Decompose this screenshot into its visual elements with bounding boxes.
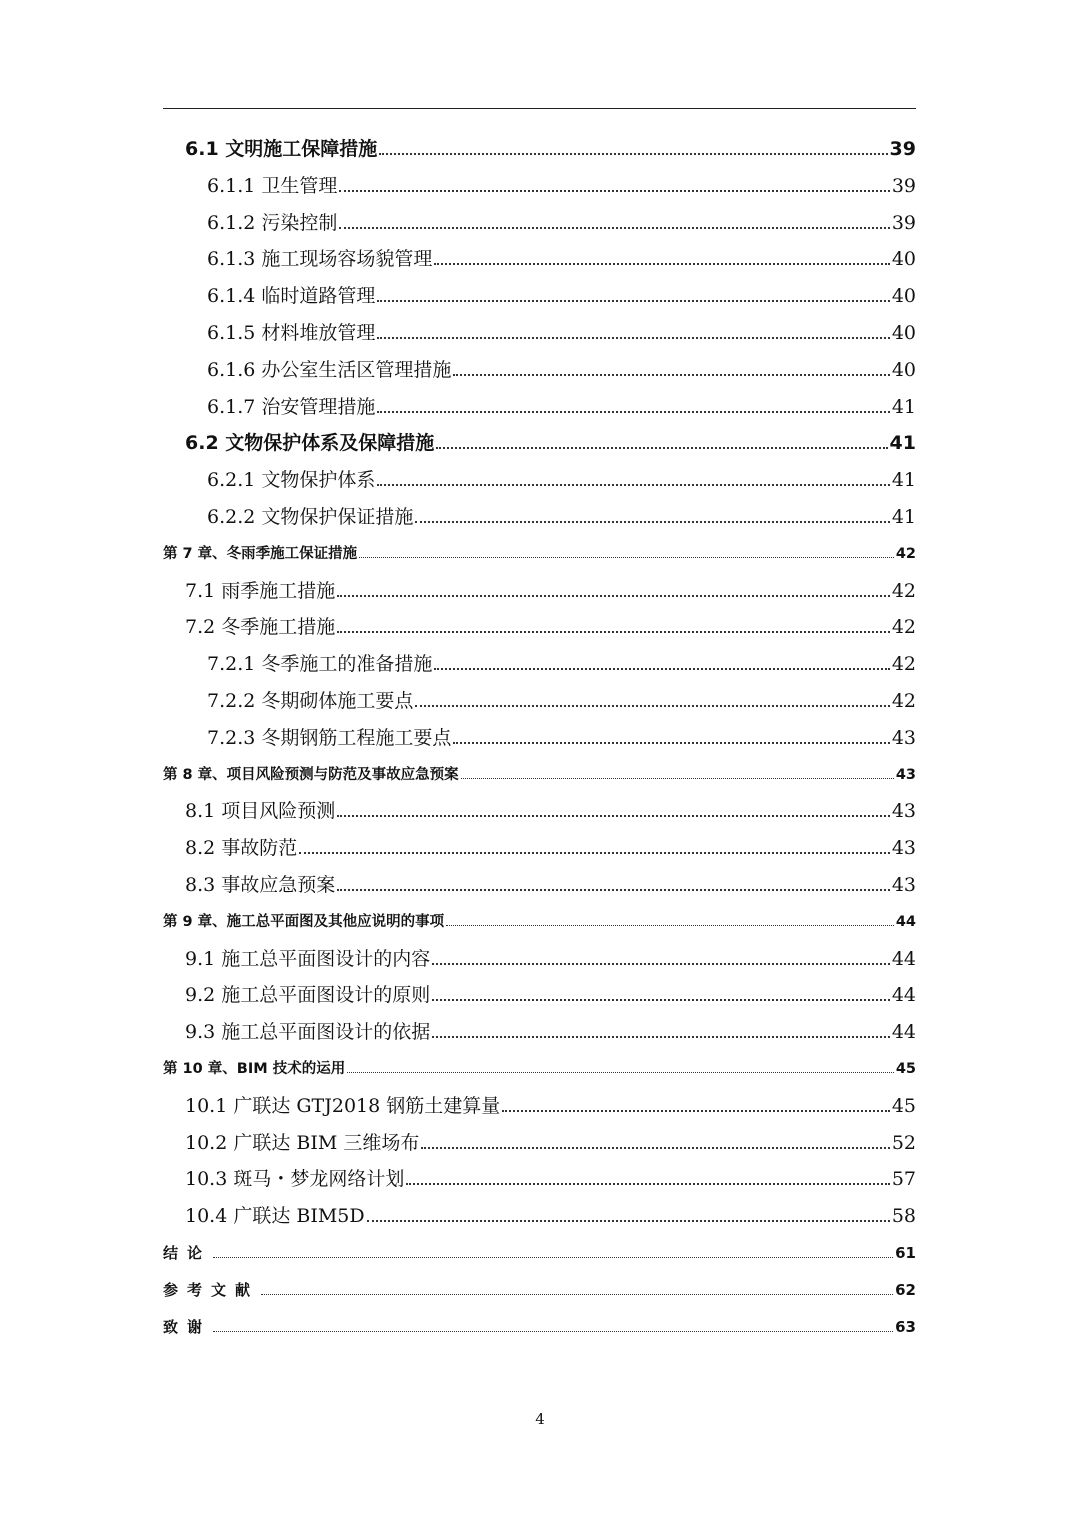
toc-entry[interactable] xyxy=(163,941,916,978)
dot-leader xyxy=(377,318,889,339)
toc-entry-page: 61 xyxy=(895,1243,916,1262)
toc-backmatter-entry[interactable] xyxy=(163,1309,916,1346)
toc-entry-page: 41 xyxy=(891,505,916,528)
toc-entry[interactable] xyxy=(163,1014,916,1051)
table-of-contents xyxy=(163,131,916,1345)
dot-leader xyxy=(359,542,894,558)
toc-entry[interactable] xyxy=(163,646,916,683)
toc-chapter-entry[interactable] xyxy=(163,904,916,941)
toc-entry-page: 42 xyxy=(895,545,916,562)
toc-entry-title: 7.2.3 冬期钢筋工程施工要点 xyxy=(207,726,452,749)
toc-entry-title: 第 9 章、施工总平面图及其他应说明的事项 xyxy=(163,913,445,930)
toc-entry-title: 7.2.2 冬期砌体施工要点 xyxy=(207,689,414,712)
toc-entry-title: 6.1.2 污染控制 xyxy=(207,211,338,234)
toc-entry-page: 43 xyxy=(891,800,916,823)
page-number: 4 xyxy=(535,1410,545,1428)
toc-entry[interactable] xyxy=(163,867,916,904)
dot-leader xyxy=(337,612,890,633)
toc-entry-page: 40 xyxy=(891,285,916,308)
toc-entry-page: 42 xyxy=(891,616,916,639)
toc-entry-title: 致谢 xyxy=(163,1317,212,1336)
toc-entry-title: 7.2.1 冬季施工的准备措施 xyxy=(207,653,433,676)
toc-entry-page: 52 xyxy=(891,1131,916,1154)
toc-entry-page: 63 xyxy=(895,1317,916,1336)
toc-entry-page: 43 xyxy=(895,766,916,783)
dot-leader xyxy=(436,428,887,449)
dot-leader xyxy=(337,576,890,597)
toc-entry-title: 9.1 施工总平面图设计的内容 xyxy=(185,947,431,970)
dot-leader xyxy=(339,208,889,229)
toc-entry[interactable] xyxy=(163,793,916,830)
toc-backmatter-entry[interactable] xyxy=(163,1235,916,1272)
toc-entry-title: 参考文献 xyxy=(163,1280,260,1299)
toc-entry-page: 42 xyxy=(891,579,916,602)
dot-leader xyxy=(213,1316,893,1332)
toc-entry-page: 45 xyxy=(895,1060,916,1077)
toc-entry-page: 42 xyxy=(891,653,916,676)
toc-entry-title: 7.2 冬季施工措施 xyxy=(185,616,336,639)
dot-leader xyxy=(446,910,894,926)
toc-entry[interactable] xyxy=(163,1198,916,1235)
toc-entry-page: 45 xyxy=(891,1094,916,1117)
dot-leader xyxy=(415,686,889,707)
toc-entry[interactable] xyxy=(163,1161,916,1198)
toc-entry-title: 6.2.2 文物保护保证措施 xyxy=(207,505,414,528)
dot-leader xyxy=(432,944,890,965)
dot-leader xyxy=(377,465,889,486)
dot-leader xyxy=(432,980,890,1001)
toc-backmatter-entry[interactable] xyxy=(163,1272,916,1309)
toc-entry-title: 8.1 项目风险预测 xyxy=(185,800,336,823)
toc-entry[interactable] xyxy=(163,683,916,720)
dot-leader xyxy=(299,833,890,854)
toc-entry-page: 44 xyxy=(891,984,916,1007)
dot-leader xyxy=(337,870,890,891)
toc-entry-page: 41 xyxy=(889,432,916,455)
dot-leader xyxy=(502,1091,890,1112)
toc-entry-page: 39 xyxy=(891,174,916,197)
toc-entry[interactable] xyxy=(163,1088,916,1125)
toc-entry-page: 39 xyxy=(889,138,916,160)
toc-entry[interactable] xyxy=(163,609,916,646)
toc-entry[interactable] xyxy=(163,977,916,1014)
toc-entry[interactable] xyxy=(163,315,916,352)
dot-leader xyxy=(434,649,889,670)
toc-entry[interactable] xyxy=(163,830,916,867)
toc-entry-page: 40 xyxy=(891,248,916,271)
toc-entry-page: 44 xyxy=(891,947,916,970)
dot-leader xyxy=(347,1057,894,1073)
toc-entry[interactable] xyxy=(163,720,916,757)
toc-entry-page: 43 xyxy=(891,837,916,860)
toc-entry-page: 43 xyxy=(891,726,916,749)
dot-leader xyxy=(337,796,890,817)
toc-entry-title: 6.1.6 办公室生活区管理措施 xyxy=(207,358,452,381)
toc-entry-title: 6.1.7 治安管理措施 xyxy=(207,395,376,418)
dot-leader xyxy=(453,723,889,744)
dot-leader xyxy=(453,355,889,376)
toc-entry-page: 39 xyxy=(891,211,916,234)
toc-entry-page: 40 xyxy=(891,321,916,344)
toc-entry-title: 7.1 雨季施工措施 xyxy=(185,579,336,602)
toc-entry-page: 41 xyxy=(891,395,916,418)
toc-entry-title: 第 8 章、项目风险预测与防范及事故应急预案 xyxy=(163,766,459,783)
dot-leader xyxy=(261,1279,893,1295)
toc-entry-page: 44 xyxy=(895,913,916,930)
toc-entry-title: 6.1.5 材料堆放管理 xyxy=(207,321,376,344)
toc-entry-title: 第 10 章、BIM 技术的运用 xyxy=(163,1060,346,1077)
toc-chapter-entry[interactable] xyxy=(163,757,916,794)
dot-leader xyxy=(461,763,894,779)
dot-leader xyxy=(339,171,889,192)
dot-leader xyxy=(377,392,889,413)
toc-entry-page: 40 xyxy=(891,358,916,381)
dot-leader xyxy=(432,1017,890,1038)
dot-leader xyxy=(367,1201,890,1222)
toc-entry-title: 6.2 文物保护体系及保障措施 xyxy=(185,432,435,455)
toc-entry[interactable] xyxy=(163,241,916,278)
toc-chapter-entry[interactable] xyxy=(163,536,916,573)
dot-leader xyxy=(406,1164,889,1185)
toc-entry[interactable] xyxy=(163,573,916,610)
dot-leader xyxy=(415,502,889,523)
header-rule xyxy=(163,108,916,109)
toc-entry-title: 9.2 施工总平面图设计的原则 xyxy=(185,984,431,1007)
toc-entry-page: 62 xyxy=(895,1280,916,1299)
toc-entry-page: 44 xyxy=(891,1021,916,1044)
toc-entry-page: 43 xyxy=(891,873,916,896)
toc-entry-title: 6.1.3 施工现场容场貌管理 xyxy=(207,248,433,271)
toc-entry-title: 6.1.4 临时道路管理 xyxy=(207,285,376,308)
dot-leader xyxy=(379,134,887,155)
toc-entry[interactable] xyxy=(163,425,916,462)
toc-entry-page: 41 xyxy=(891,469,916,492)
toc-entry[interactable] xyxy=(163,278,916,315)
toc-entry-title: 结论 xyxy=(163,1243,212,1262)
toc-entry[interactable] xyxy=(163,499,916,536)
toc-entry-title: 8.2 事故防范 xyxy=(185,837,298,860)
dot-leader xyxy=(377,281,889,302)
toc-entry-page: 57 xyxy=(891,1168,916,1191)
toc-entry-page: 42 xyxy=(891,689,916,712)
toc-entry[interactable] xyxy=(163,205,916,242)
toc-entry-page: 58 xyxy=(891,1205,916,1228)
toc-entry-title: 10.3 斑马・梦龙网络计划 xyxy=(185,1168,405,1191)
dot-leader xyxy=(421,1128,889,1149)
toc-entry[interactable] xyxy=(163,389,916,426)
toc-entry-title: 10.2 广联达 BIM 三维场布 xyxy=(185,1131,420,1154)
toc-entry[interactable] xyxy=(163,1125,916,1162)
dot-leader xyxy=(434,244,889,265)
toc-entry-title: 10.4 广联达 BIM5D xyxy=(185,1205,365,1228)
toc-entry-title: 6.1.1 卫生管理 xyxy=(207,174,338,197)
toc-entry-title: 6.2.1 文物保护体系 xyxy=(207,469,376,492)
toc-entry-title: 6.1 文明施工保障措施 xyxy=(185,138,378,160)
toc-entry[interactable] xyxy=(163,352,916,389)
toc-entry-title: 第 7 章、冬雨季施工保证措施 xyxy=(163,545,358,562)
toc-entry-title: 8.3 事故应急预案 xyxy=(185,873,336,896)
toc-entry[interactable] xyxy=(163,168,916,205)
toc-entry[interactable] xyxy=(163,131,916,168)
toc-entry-title: 10.1 广联达 GTJ2018 钢筋土建算量 xyxy=(185,1094,501,1117)
toc-entry[interactable] xyxy=(163,462,916,499)
dot-leader xyxy=(213,1242,893,1258)
toc-chapter-entry[interactable] xyxy=(163,1051,916,1088)
toc-entry-title: 9.3 施工总平面图设计的依据 xyxy=(185,1021,431,1044)
